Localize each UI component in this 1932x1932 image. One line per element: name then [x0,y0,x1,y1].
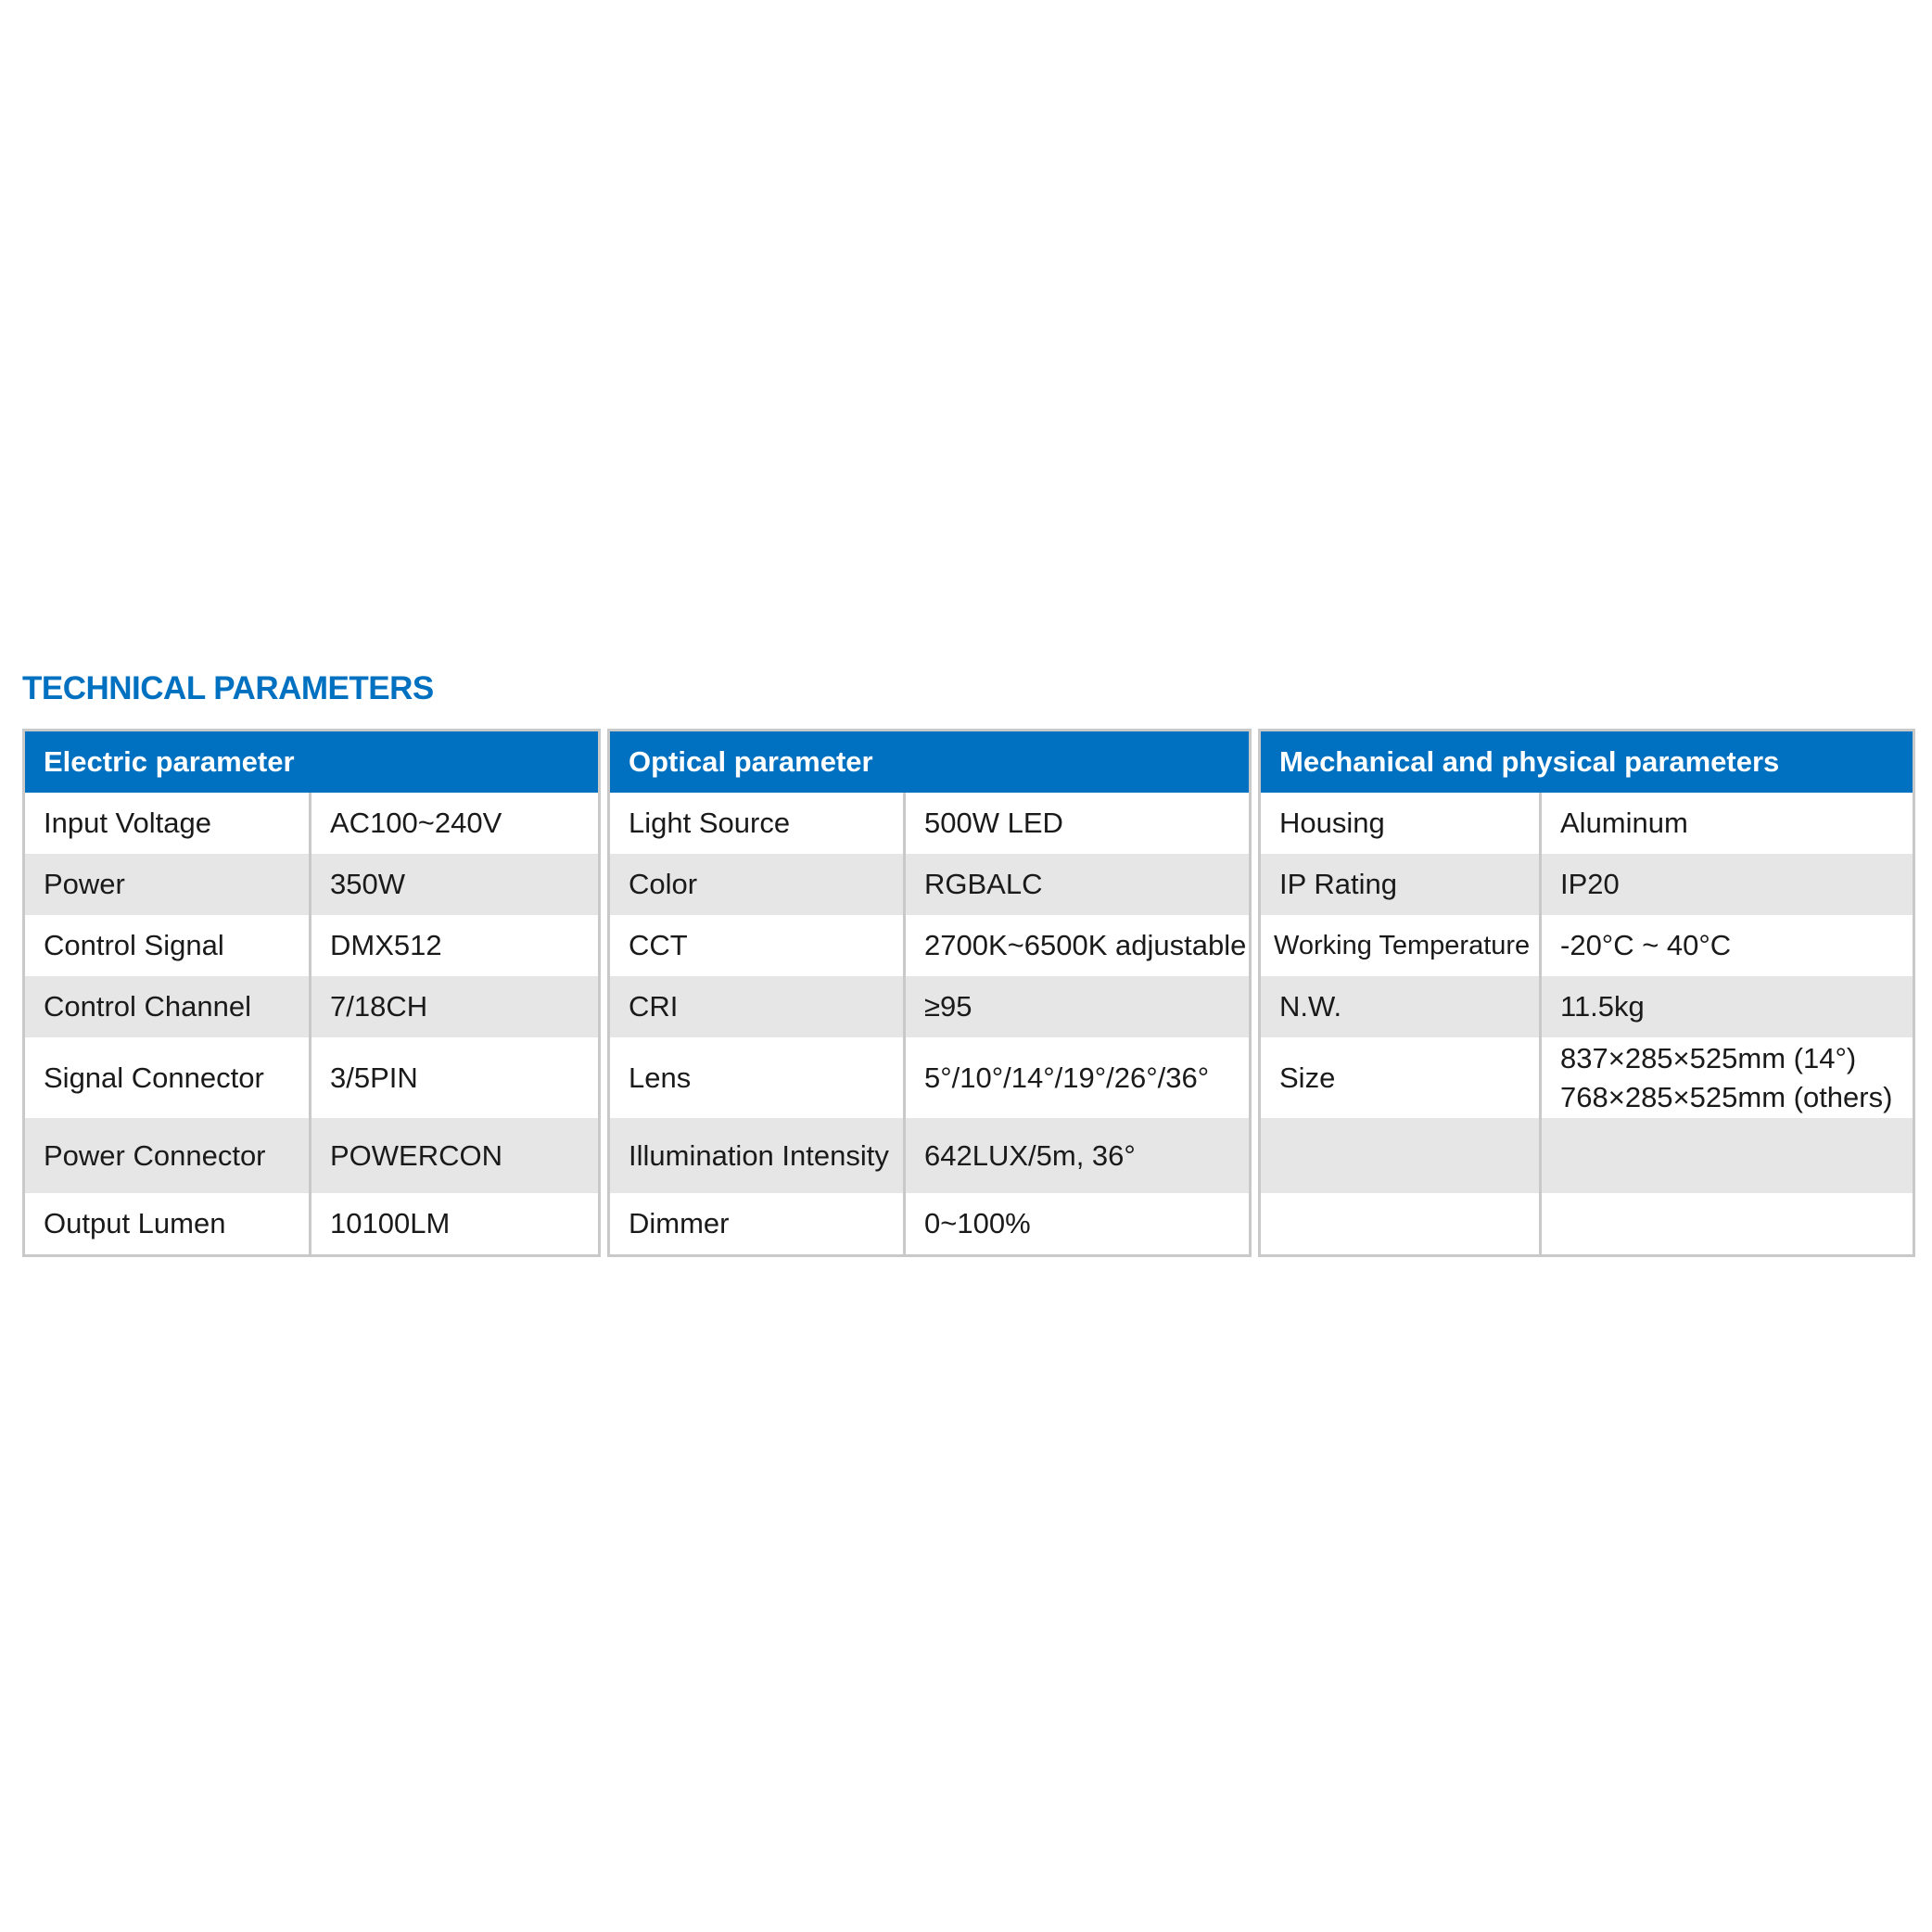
param-value: 11.5kg [1541,976,1914,1037]
table-row [1260,915,1914,976]
param-value: 7/18CH [311,976,600,1037]
table-row [24,1193,600,1255]
table-row [1260,976,1914,1037]
param-label: Dimmer [629,1206,730,1239]
param-label: Control Signal [44,929,224,961]
param-value: 2700K~6500K adjustable [905,915,1251,976]
param-label: Illumination Intensity [609,1118,905,1193]
table-row [609,915,1251,976]
param-value: 350W [311,854,600,915]
param-label: Color [609,854,905,915]
param-label: Working Temperature [1274,930,1531,960]
param-value: IP20 [1541,854,1914,915]
param-label: Control Channel [24,976,311,1037]
size-value-line: 768×285×525mm (others) [1560,1080,1893,1113]
table-header-row [24,731,600,794]
table-row [609,793,1251,854]
table-row [1260,854,1914,915]
param-label: Housing [1279,807,1385,839]
param-value: 0~100% [905,1193,1251,1255]
electric-parameter-table [22,729,601,1257]
param-label: Signal Connector [44,1061,264,1094]
param-label: N.W. [1260,976,1541,1037]
param-value: 5°/10°/14°/19°/26°/36° [905,1037,1251,1118]
param-label: Power Connector [24,1118,311,1193]
table-row [24,915,600,976]
table-row [1260,793,1914,854]
param-label: CRI [609,976,905,1037]
table-row [24,793,600,854]
page-title: TECHNICAL PARAMETERS [22,670,434,706]
param-value: 642LUX/5m, 36° [905,1118,1251,1193]
mechanical-parameter-header: Mechanical and physical parameters [1260,731,1914,794]
mechanical-parameter-table [1258,729,1915,1257]
table-row [24,976,600,1037]
table-row [1260,1193,1914,1255]
param-label: CCT [629,929,688,961]
table-row [609,1193,1251,1255]
table-header-row [609,731,1251,794]
param-value [1541,1037,1914,1118]
param-label: Power [24,854,311,915]
param-label: Size [1279,1061,1336,1094]
table-row [24,1118,600,1193]
param-label: Lens [629,1061,692,1094]
param-value [1541,1118,1914,1193]
param-label [1260,1193,1541,1255]
param-value: 500W LED [905,793,1251,854]
table-row [1260,1037,1914,1118]
param-value: AC100~240V [311,793,600,854]
param-label: Light Source [629,807,791,839]
param-label [1260,1118,1541,1193]
param-value: 3/5PIN [311,1037,600,1118]
param-value: DMX512 [311,915,600,976]
table-row [1260,1118,1914,1193]
table-row [609,854,1251,915]
param-value: 10100LM [311,1193,600,1255]
table-row [609,976,1251,1037]
table-row [609,1118,1251,1193]
optical-parameter-header: Optical parameter [609,731,1251,794]
param-label: Input Voltage [44,807,211,839]
electric-parameter-header: Electric parameter [24,731,600,794]
param-label: IP Rating [1260,854,1541,915]
optical-parameter-table [607,729,1252,1257]
param-value [1541,1193,1914,1255]
param-value: ≥95 [905,976,1251,1037]
param-value: RGBALC [905,854,1251,915]
size-value-line: 837×285×525mm (14°) [1560,1041,1857,1074]
param-value: POWERCON [311,1118,600,1193]
param-value: -20°C ~ 40°C [1541,915,1914,976]
param-value: Aluminum [1541,793,1914,854]
table-header-row [1260,731,1914,794]
table-row [24,1037,600,1118]
param-label: Output Lumen [44,1206,226,1239]
table-row [609,1037,1251,1118]
table-row [24,854,600,915]
